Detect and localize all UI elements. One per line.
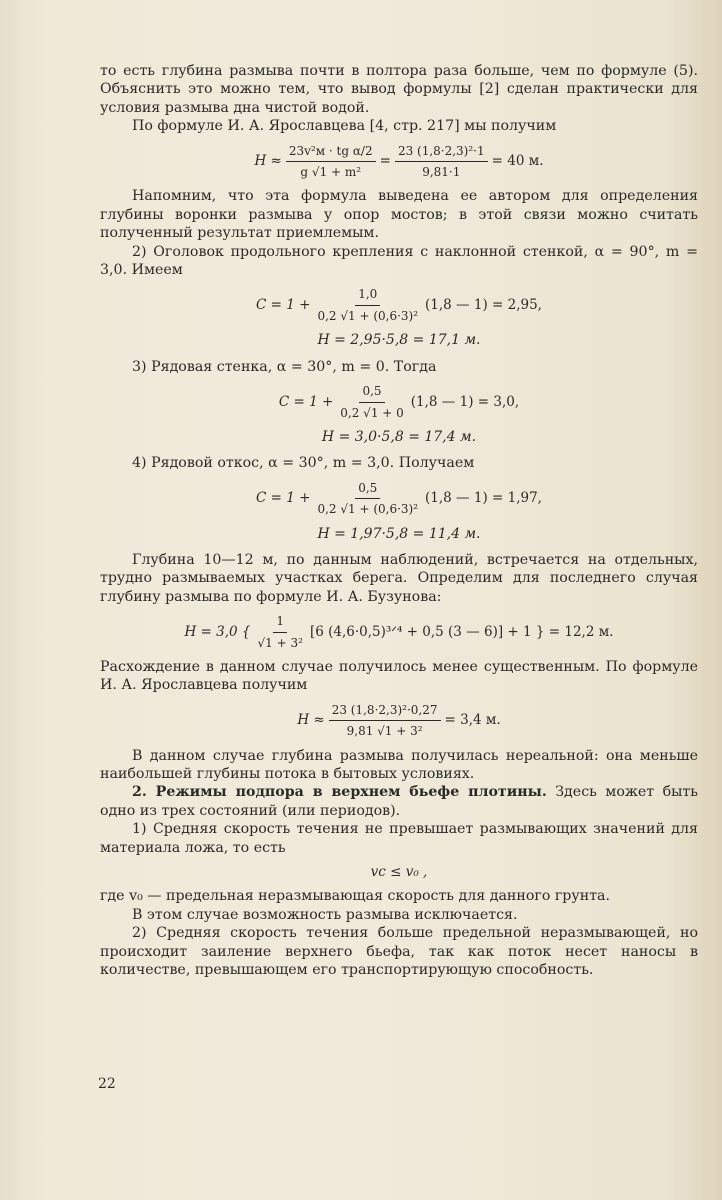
denominator: 0,2 √1 + 0 — [340, 405, 404, 420]
formula-result: H = 2,95·5,8 = 17,1 м. — [317, 332, 481, 349]
numerator: 0,5 — [355, 479, 380, 499]
fraction — [337, 382, 407, 422]
paragraph: Глубина 10—12 м, по данным наблюдений, встречается на отдельных, трудно размываемых участках берега. Определим для последнего случая глубину размыва по формуле И. А. Бузунова: — [100, 551, 698, 605]
numerator: 0,5 — [359, 382, 384, 402]
fraction — [255, 612, 306, 652]
section-heading-rest: Здесь может быть одно из трех состояний (или периодов). — [100, 784, 698, 819]
formula-lhs: C = 1 + — [256, 490, 311, 507]
formula-lhs: H ≈ — [254, 153, 282, 170]
fraction — [314, 285, 421, 325]
formula-rhs: [6 (4,6·0,5)³ᐟ⁴ + 0,5 (3 — 6)] + 1 } = 12,2 м. — [309, 623, 614, 640]
denominator: 9,81 √1 + 3² — [346, 724, 423, 739]
formula-result: H = 1,97·5,8 = 11,4 м. — [317, 525, 481, 542]
formula-rhs: = 3,4 м. — [444, 712, 501, 729]
formula-lhs: H ≈ — [297, 712, 325, 729]
paragraph: 3) Рядовая стенка, α = 30°, m = 0. Тогда — [132, 358, 437, 375]
fraction — [395, 142, 488, 182]
numerator: 1,0 — [355, 285, 380, 305]
paragraph: где v₀ — предельная неразмывающая скорость для данного грунта. — [100, 888, 611, 905]
formula-rhs: (1,8 — 1) = 1,97, — [425, 490, 542, 507]
paragraph — [100, 783, 698, 820]
numerator: 1 — [273, 612, 287, 632]
formula-c-2 — [100, 382, 698, 422]
formula-rhs: (1,8 — 1) = 3,0, — [410, 393, 520, 410]
paragraph: 1) Средняя скорость течения не превышает размывающих значений для материала ложа, то есть — [100, 821, 698, 856]
formula-lhs: C = 1 + — [256, 297, 311, 314]
numerator: 23v²м · tg α/2 — [286, 142, 376, 162]
paragraph: 4) Рядовой откос, α = 30°, m = 3,0. Получаем — [132, 455, 475, 472]
fraction — [286, 142, 376, 182]
page-number: 22 — [98, 1076, 116, 1092]
formula-c-1 — [100, 285, 698, 325]
formula-result: H = 3,0·5,8 = 17,4 м. — [321, 428, 477, 445]
denominator: 0,2 √1 + (0,6·3)² — [317, 502, 419, 517]
paragraph: В этом случае возможность размыва исключается. — [132, 906, 518, 923]
paragraph: 2) Средняя скорость течения больше предельной неразмывающей, но происходит заиление верхнего бьефа, так как поток несет наносы в количестве, превышающем его транспортирующую способность. — [100, 925, 698, 979]
text-body — [100, 62, 698, 979]
numerator: 23 (1,8·2,3)²·1 — [395, 142, 488, 162]
paragraph: Расхождение в данном случае получилось менее существенным. По формуле И. А. Ярославцева получим — [100, 658, 698, 694]
formula-lhs: H = 3,0 { — [184, 623, 251, 640]
formula-lhs: C = 1 + — [278, 393, 334, 410]
formula-rhs: (1,8 — 1) = 2,95, — [425, 297, 542, 314]
paragraph: По формуле И. А. Ярославцева [4, стр. 217] мы получим — [132, 118, 557, 135]
denominator: g √1 + m² — [300, 165, 362, 180]
fraction — [329, 701, 441, 741]
formula-c-3 — [100, 479, 698, 519]
paragraph: Напомним, что эта формула выведена ее автором для определения глубины воронки размыва у опор мостов; в этой связи можно считать полученный результат приемлемым. — [100, 188, 698, 242]
denominator: √1 + 3² — [257, 635, 303, 650]
formula-buzunov — [100, 612, 698, 652]
fraction — [314, 479, 421, 519]
formula-velocity: vc ≤ v₀ , — [370, 864, 428, 881]
section-heading: 2. Режимы подпора в верхнем бьефе плотины. — [132, 784, 547, 801]
paragraph: то есть глубина размыва почти в полтора раза больше, чем по формуле (5). Объяснить это можно тем, что вывод формулы [2] сделан практически для условия размыва дна чистой водой. — [100, 63, 698, 116]
equals-sign: = — [379, 153, 391, 170]
formula-rhs: = 40 м. — [491, 153, 544, 170]
paragraph: В данном случае глубина размыва получилась нереальной: она меньше наибольшей глубины потока в бытовых условиях. — [100, 747, 698, 782]
numerator: 23 (1,8·2,3)²·0,27 — [329, 701, 441, 721]
denominator: 0,2 √1 + (0,6·3)² — [317, 308, 419, 323]
formula-yaroslavtsev-2 — [100, 701, 698, 741]
denominator: 9,81·1 — [422, 165, 461, 180]
formula-yaroslavtsev-1 — [100, 142, 698, 182]
paragraph: 2) Оголовок продольного крепления с наклонной стенкой, α = 90°, m = 3,0. Имеем — [100, 243, 698, 279]
